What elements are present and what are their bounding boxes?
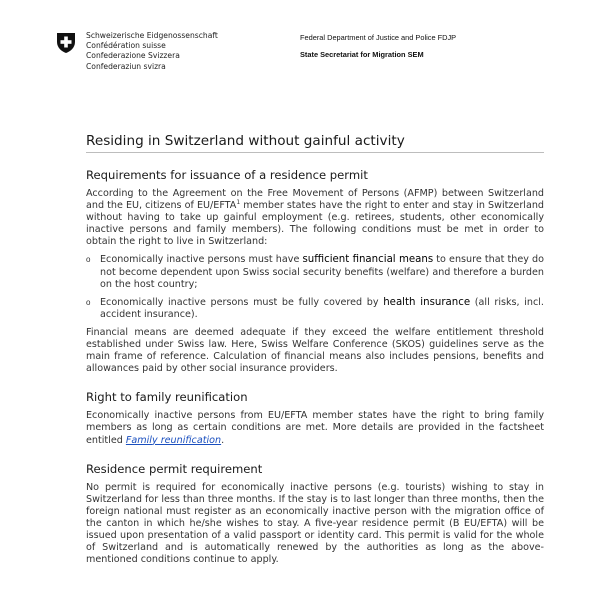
intro-paragraph (86, 188, 544, 248)
residence-permit-paragraph: No permit is required for economically inactive persons (e.g. tourists) wishing to stay in Switzerland for less than three months. If the stay is to last longer than three months, then the foreign national must register as an economically inactive person with the migration office of the canton in which he/she wishes to stay. A five-year residence permit (B EU/EFTA) will be issued upon presentation of a valid passport or identity card. This permit is valid for the whole of Switzerland and is automatically renewed by the authorities as long as the above-mentioned conditions continue to apply. (86, 481, 544, 566)
list-item-text-b: to ensure that they do not become dependent upon Swiss social security benefits (welfare) and therefore a burden on the host country; (100, 254, 544, 290)
intro-text-b: member states have the right to enter and stay in Switzerland without having to take up gainful employment (e.g. retirees, students, other economically inactive persons and family members). The following conditions must be met in order to obtain the right to live in Switzerland: (86, 200, 544, 248)
emphasis-health-insurance: health insurance (383, 296, 471, 308)
document-title: Residing in Switzerland without gainful activity (86, 133, 544, 153)
intro-text-a: According to the Agreement on the Free Movement of Persons (AFMP) between Switzerland and the EU, citizens of EU/EFTA (86, 188, 544, 212)
family-text-a: Economically inactive persons from EU/EFTA member states have the right to bring family members as long as certain conditions are met. More details are provided in the factsheet entitled (86, 410, 544, 446)
financial-means-paragraph: Financial means are deemed adequate if they exceed the welfare entitlement threshold established under Swiss law. Here, Swiss Welfare Conference (SKOS) guidelines serve as the main frame of reference. Calculation of financial means also includes pensions, benefits and allowances paid by other social insurance providers. (86, 326, 544, 375)
family-text-b: . (221, 434, 225, 446)
section-heading-residence-permit: Residence permit requirement (86, 461, 263, 476)
list-item-text-a: Economically inactive persons must have (100, 254, 303, 266)
document-body (86, 133, 544, 566)
emphasis-financial-means: sufficient financial means (302, 254, 434, 266)
confederation-name-rm: Confederaziun svizra (86, 61, 166, 71)
confederation-name-de: Schweizerische Eidgenossenschaft (86, 31, 218, 40)
swiss-cross-shield-icon (56, 32, 76, 54)
family-reunification-link[interactable]: Family reunification (125, 434, 222, 446)
section-heading-family-reunification: Right to family reunification (86, 390, 248, 405)
department-name: Federal Department of Justice and Police FDJP (300, 33, 457, 42)
bullet-marker: o (86, 297, 91, 307)
list-item-text-b: (all risks, incl. accident insurance). (100, 296, 544, 320)
list-item-text-a: Economically inactive persons must be fully covered by (100, 296, 384, 308)
family-reunification-paragraph (86, 410, 544, 446)
confederation-name-fr: Confédération suisse (86, 41, 166, 51)
bullet-marker: o (86, 255, 91, 265)
confederation-name-it: Confederazione Svizzera (86, 51, 180, 61)
list-item-text (100, 297, 544, 321)
list-item-financial-means (86, 254, 544, 290)
section-heading-requirements: Requirements for issuance of a residence permit (86, 168, 368, 182)
list-item-health-insurance (86, 297, 544, 321)
office-name: State Secretariat for Migration SEM (300, 50, 424, 59)
footnote-marker[interactable]: 1 (236, 198, 241, 206)
list-item-text (100, 254, 544, 290)
confederation-names (86, 31, 218, 72)
